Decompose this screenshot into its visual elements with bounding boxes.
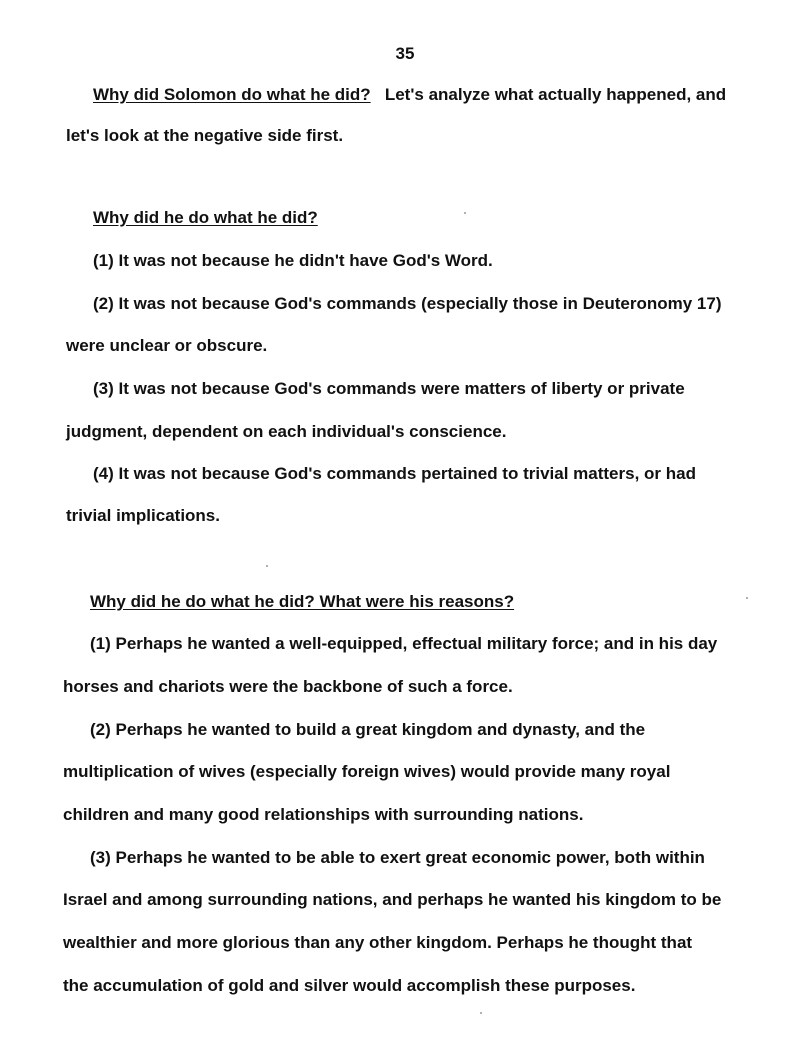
section1-item4-line1: (4) It was not because God's commands pertained to trivial matters, or had (93, 464, 696, 483)
intro-line-2: let's look at the negative side first. (66, 126, 344, 145)
section1-item3-line1: (3) It was not because God's commands were matters of liberty or private (93, 379, 685, 398)
scan-speck (464, 212, 466, 214)
section2-heading: Why did he do what he did? What were his reasons? (90, 592, 515, 611)
section2-item3-line2: Israel and among surrounding nations, and perhaps he wanted his kingdom to be (63, 890, 722, 909)
section1-item2-line2: were unclear or obscure. (66, 336, 268, 355)
section2-item3-line4: the accumulation of gold and silver would accomplish these purposes. (63, 976, 636, 995)
section2-item1-line2: horses and chariots were the backbone of such a force. (63, 677, 513, 696)
section1-heading: Why did he do what he did? (93, 208, 318, 227)
section1-item2-line1: (2) It was not because God's commands (especially those in Deuteronomy 17) (93, 294, 722, 313)
section2-item2-line3: children and many good relationships with surrounding nations. (63, 805, 584, 824)
intro-line-1 (93, 85, 726, 105)
section1-item3-line2: judgment, dependent on each individual's conscience. (66, 422, 507, 441)
section2-item3-line3: wealthier and more glorious than any other kingdom. Perhaps he thought that (63, 933, 693, 952)
intro-heading: Why did Solomon do what he did? (93, 85, 371, 104)
page-number: 35 (395, 44, 415, 63)
intro-line-1-text: Let's analyze what actually happened, and (384, 85, 727, 104)
scan-speck (266, 565, 268, 567)
scan-speck (480, 1012, 482, 1014)
section1-item1: (1) It was not because he didn't have God's Word. (93, 251, 493, 270)
section1-item4-line2: trivial implications. (66, 506, 220, 525)
section2-item2-line1: (2) Perhaps he wanted to build a great kingdom and dynasty, and the (90, 720, 646, 739)
section2-item1-line1: (1) Perhaps he wanted a well-equipped, effectual military force; and in his day (90, 634, 718, 653)
section2-item2-line2: multiplication of wives (especially foreign wives) would provide many royal (63, 762, 671, 781)
scan-speck (746, 597, 748, 599)
section2-item3-line1: (3) Perhaps he wanted to be able to exert great economic power, both within (90, 848, 705, 867)
